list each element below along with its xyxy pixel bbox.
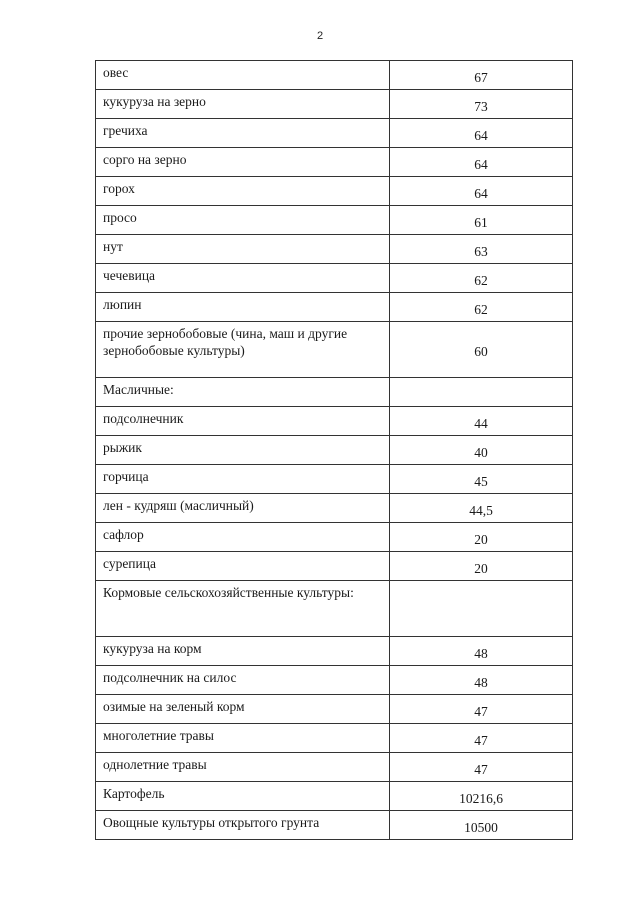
table-row: [96, 264, 573, 293]
crop-name: горчица: [96, 465, 390, 494]
table-row: [96, 322, 573, 378]
crop-yield-table: [95, 60, 573, 840]
crop-value: 45: [390, 465, 573, 494]
table-row: [96, 811, 573, 840]
table-row: [96, 753, 573, 782]
table-row: [96, 666, 573, 695]
crop-value: 67: [390, 61, 573, 90]
crop-name: прочие зернобобовые (чина, маш и другие зернобобовые культуры): [96, 322, 390, 378]
table-row: [96, 523, 573, 552]
crop-value: 64: [390, 177, 573, 206]
section-heading: Кормовые сельскохозяйственные культуры:: [96, 581, 390, 637]
crop-name: кукуруза на корм: [96, 637, 390, 666]
crop-value: 47: [390, 695, 573, 724]
crop-value: 64: [390, 119, 573, 148]
crop-value: 61: [390, 206, 573, 235]
crop-value: 10500: [390, 811, 573, 840]
table-row: [96, 407, 573, 436]
crop-value: 47: [390, 753, 573, 782]
table-row: [96, 552, 573, 581]
crop-name: овес: [96, 61, 390, 90]
crop-value: [390, 581, 573, 637]
crop-name: рыжик: [96, 436, 390, 465]
crop-value: 20: [390, 552, 573, 581]
crop-value: 47: [390, 724, 573, 753]
crop-name: гречиха: [96, 119, 390, 148]
crop-value: 10216,6: [390, 782, 573, 811]
table-row: [96, 61, 573, 90]
section-heading: Масличные:: [96, 378, 390, 407]
crop-name: озимые на зеленый корм: [96, 695, 390, 724]
crop-name: лен - кудряш (масличный): [96, 494, 390, 523]
crop-name: горох: [96, 177, 390, 206]
table-row: [96, 293, 573, 322]
table-row: [96, 465, 573, 494]
crop-name: однолетние травы: [96, 753, 390, 782]
crop-name: нут: [96, 235, 390, 264]
crop-value: 20: [390, 523, 573, 552]
crop-name: подсолнечник на силос: [96, 666, 390, 695]
table-row-section-header: [96, 581, 573, 637]
crop-value: 44,5: [390, 494, 573, 523]
crop-value: 60: [390, 322, 573, 378]
table-row-section-header: [96, 378, 573, 407]
crop-name: Овощные культуры открытого грунта: [96, 811, 390, 840]
crop-name: Картофель: [96, 782, 390, 811]
table-row: [96, 695, 573, 724]
table-row: [96, 119, 573, 148]
crop-value: 44: [390, 407, 573, 436]
crop-name: сорго на зерно: [96, 148, 390, 177]
crop-value: 64: [390, 148, 573, 177]
page-number: 2: [316, 30, 324, 42]
crop-value: 63: [390, 235, 573, 264]
crop-name: многолетние травы: [96, 724, 390, 753]
crop-value: 73: [390, 90, 573, 119]
crop-name: сафлор: [96, 523, 390, 552]
table-row: [96, 177, 573, 206]
crop-value: 48: [390, 637, 573, 666]
crop-value: [390, 378, 573, 407]
crop-name: чечевица: [96, 264, 390, 293]
crop-name: просо: [96, 206, 390, 235]
crop-value: 62: [390, 264, 573, 293]
table-row: [96, 637, 573, 666]
crop-value: 48: [390, 666, 573, 695]
crop-name: кукуруза на зерно: [96, 90, 390, 119]
crop-name: сурепица: [96, 552, 390, 581]
table-row: [96, 90, 573, 119]
table-row: [96, 724, 573, 753]
table-row: [96, 436, 573, 465]
crop-name: подсолнечник: [96, 407, 390, 436]
table-row: [96, 494, 573, 523]
crop-value: 62: [390, 293, 573, 322]
table-row: [96, 235, 573, 264]
crop-name: люпин: [96, 293, 390, 322]
crop-value: 40: [390, 436, 573, 465]
table-row: [96, 148, 573, 177]
table-row: [96, 782, 573, 811]
table-row: [96, 206, 573, 235]
